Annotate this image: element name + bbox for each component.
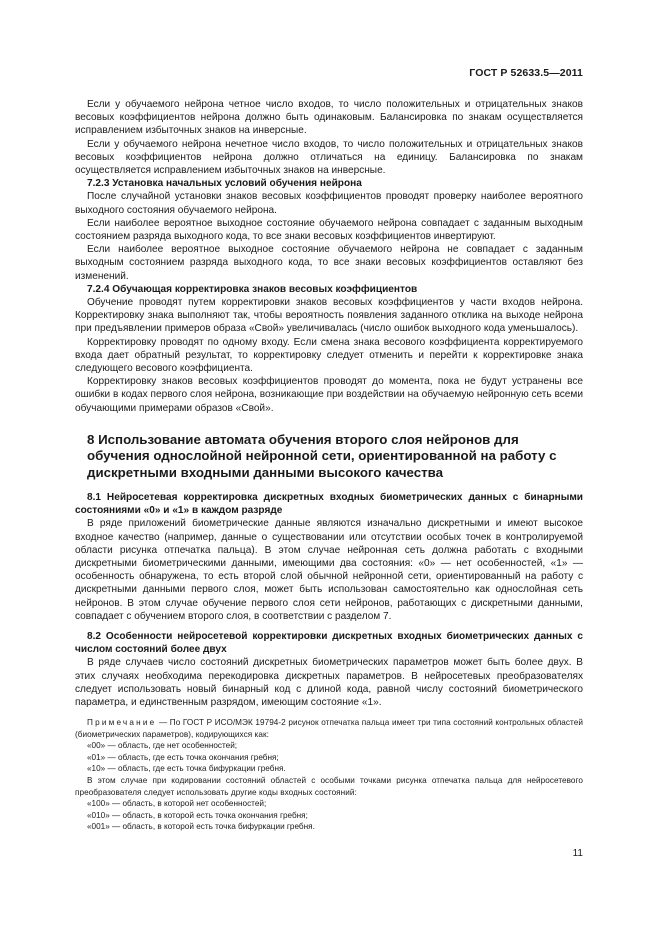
section-8-2 xyxy=(75,630,583,709)
paragraph-8-1: В ряде приложений биометрические данные являются изначально дискретными и имеют высокое входное качество (например, данные о существовании или отсутствии особых точек в контролируемой области рисунка отпечатка пальца). В этом случае нейронная сеть должна работать с входными дискретными биометрическими данными, имеющими два состояния: «0» — нет особенностей, «1» — особенность обнаружена, то есть второй слой обычной нейронной сети, ориентированный на работу с дискретными данными первого слоя, может быть использован самостоятельно как однослойная сеть нейронов. В этом случае обучение первого слоя сети нейронов, работающих с дискретными данными, совпадает с обучением второго слоя, в соответствии с разделом 7. xyxy=(75,518,583,622)
note-intro xyxy=(75,717,583,740)
section-8 xyxy=(75,432,583,481)
paragraph-8-2: В ряде случаев число состояний дискретных биометрических параметров может быть более двух. В этих случаях необходима перекодировка дискретных параметров. В нейросетевых преобразователях следует использовать новый бинарный код с длиной кода, равной числу состояний биометрического параметра, и единственным разрядом, имеющим состояние «1». xyxy=(75,657,583,709)
paragraph-one-input: Корректировку проводят по одному входу. Если смена знака весового коэффициента корректируемого входа дает обратный результат, то корректировку следует отменить и перейти к корректировке знака следующего весового коэффициента. xyxy=(75,336,583,375)
section-8-1 xyxy=(75,491,583,623)
section-8-title: 8 Использование автомата обучения второго слоя нейронов для обучения однослойной нейронной сети, ориентированной на работу с дискретными входными данными высокого качества xyxy=(87,432,557,480)
note-label: Примечание xyxy=(87,718,157,727)
heading-8-1: 8.1 Нейросетевая корректировка дискретных входных биометрических данных с бинарными состояниями «0» и «1» в каждом разряде xyxy=(75,492,583,517)
note-code-00: «00» — область, где нет особенностей; xyxy=(87,741,238,751)
heading-7-2-4: 7.2.4 Обучающая корректировка знаков весовых коэффициентов xyxy=(87,283,418,295)
paragraph-keep-signs: Если наиболее вероятное выходное состояние обучаемого нейрона не совпадает с заданным выходным состоянием разряда выходного кода, то все знаки весовых коэффициентов оставляют без изменений. xyxy=(75,244,583,282)
note-block xyxy=(75,717,583,833)
standard-header: ГОСТ Р 52633.5—2011 xyxy=(469,67,583,79)
section-7-continuation xyxy=(75,98,583,415)
heading-8-2: 8.2 Особенности нейросетевой корректировки дискретных входных биометрических данных с числом состояний более двух xyxy=(75,631,583,656)
page-number: 11 xyxy=(572,848,583,859)
paragraph-odd-inputs: Если у обучаемого нейрона нечетное число входов, то число положительных и отрицательных знаков весовых коэффициентов нейрона должно отличаться на единицу. Балансировка по знакам осуществляется исправлением избыточных знаков на инверсные. xyxy=(75,138,583,177)
paragraph-invert-signs: Если наиболее вероятное выходное состояние обучаемого нейрона совпадает с заданным выходным состоянием разряда выходного кода, то все знаки весовых коэффициентов инвертируют. xyxy=(75,217,583,243)
paragraph-until-errors-removed: Корректировку знаков весовых коэффициентов проводят до момента, пока не будут устранены все ошибки в кодах первого слоя нейрона, возникающие при воздействии на обучаемую нейронную сеть всеми обучающими примерами образов «Свой». xyxy=(75,376,583,414)
note-code-010: «010» — область, в которой есть точка окончания гребня; xyxy=(87,810,308,820)
paragraph-even-inputs: Если у обучаемого нейрона четное число входов, то число положительных и отрицательных знаков весовых коэффициентов нейрона должно быть одинаковым. Балансировка по знакам осуществляется исправлением избыточных знаков на инверсные. xyxy=(75,99,583,137)
note-code-100: «100» — область, в которой нет особенностей; xyxy=(87,799,267,809)
paragraph-training-correction: Обучение проводят путем корректировки знаков весовых коэффициентов у части входов нейрона. Корректировку знака выполняют так, чтобы вероятность появления заданного отклика на выходе нейрона при предъявлении примеров образа «Свой» увеличивалась (число ошибок выходного кода уменьшалось). xyxy=(75,297,583,335)
note-recoding: В этом случае при кодировании состояний областей с особыми точками рисунка отпечатка пальца для нейросетевого преобразователя следует использовать другие коды входных состояний: xyxy=(75,775,583,797)
note-code-10: «10» — область, где есть точка бифуркации гребня. xyxy=(87,764,286,774)
note-code-01: «01» — область, где есть точка окончания гребня; xyxy=(87,752,279,762)
note-text: — По ГОСТ Р ИСО/МЭК 19794-2 рисунок отпечатка пальца имеет три типа состояний контрольных областей (биометрических параметров), кодирующихся как: xyxy=(75,718,583,739)
paragraph-initial-check: После случайной установки знаков весовых коэффициентов проводят проверку наиболее вероятного выходного состояния обучаемого нейрона. xyxy=(75,191,583,216)
note-code-001: «001» — область, в которой есть точка бифуркации гребня. xyxy=(87,822,315,832)
heading-7-2-3: 7.2.3 Установка начальных условий обучения нейрона xyxy=(87,178,362,190)
